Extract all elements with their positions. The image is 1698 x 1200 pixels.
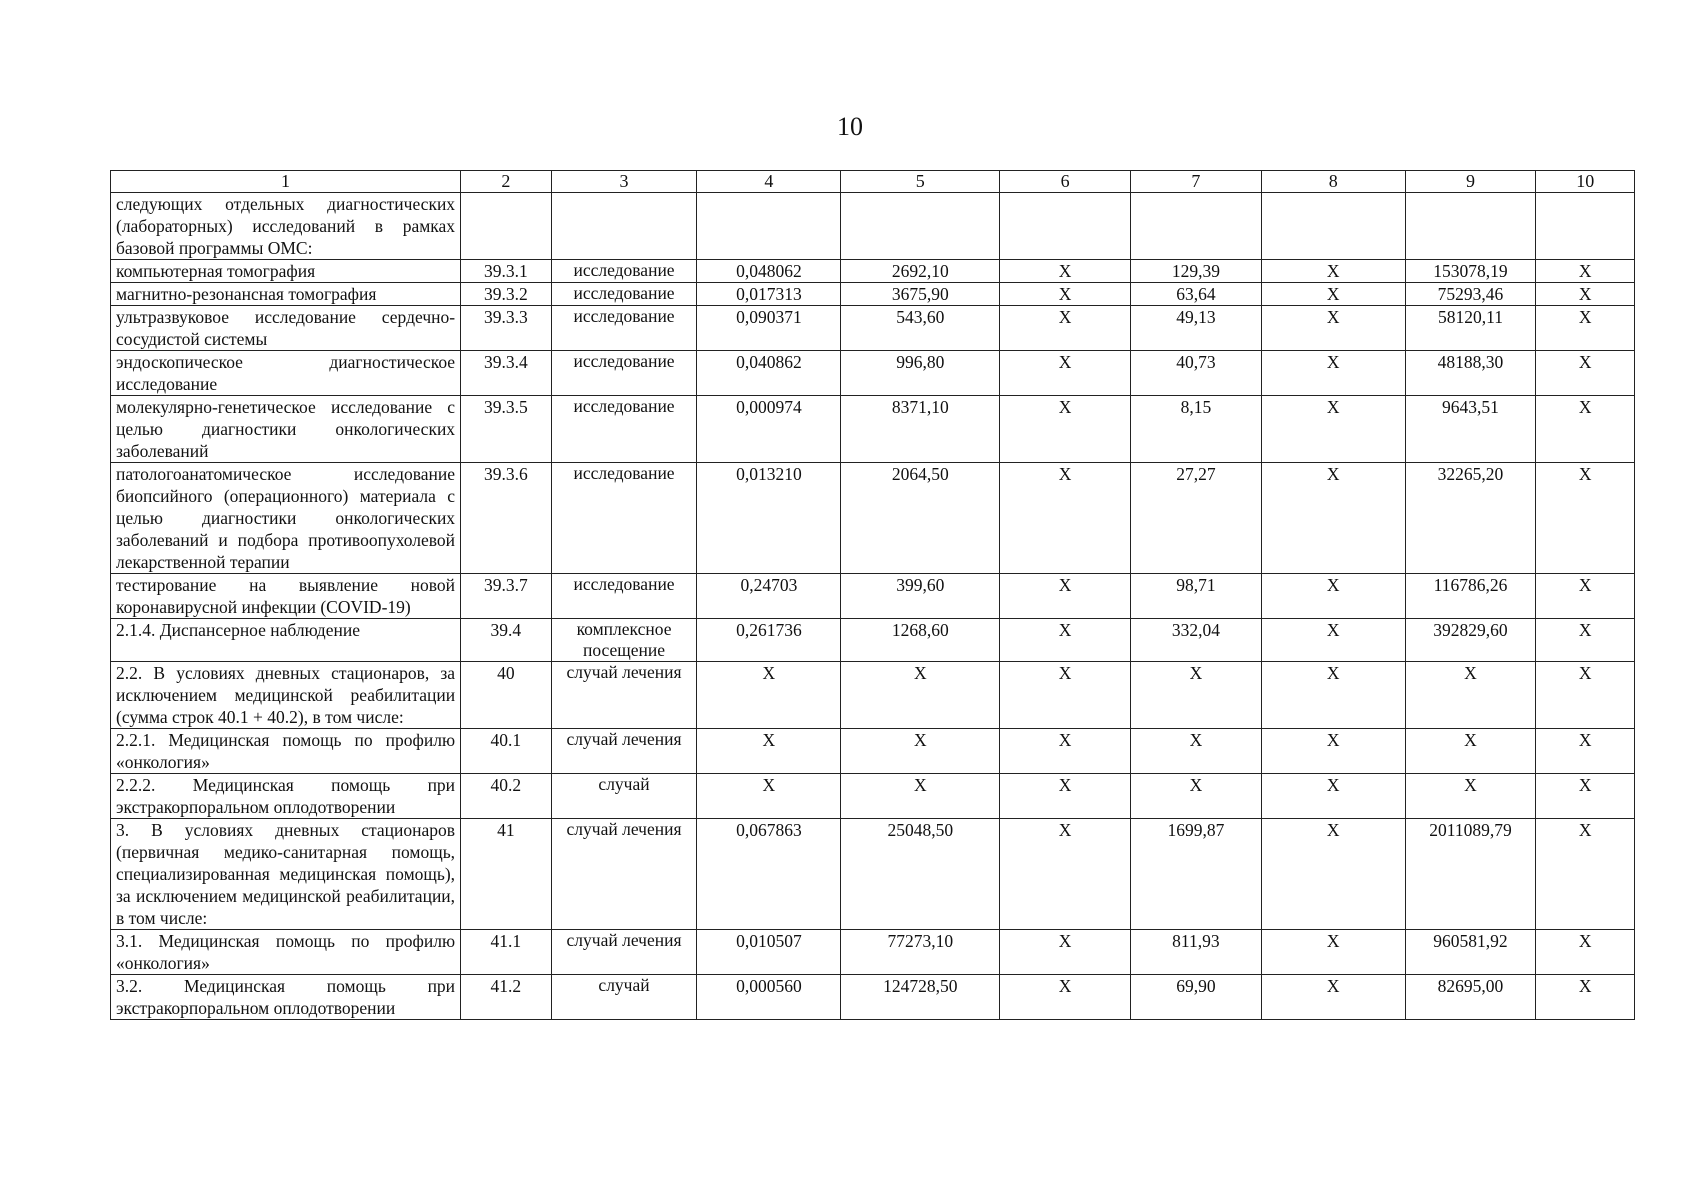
col-8-value: X — [1261, 619, 1405, 662]
table-row — [111, 260, 1635, 283]
col-7-value — [1131, 193, 1262, 260]
col-9-value: 82695,00 — [1405, 975, 1536, 1020]
col-6-value: X — [1000, 975, 1131, 1020]
table-row — [111, 283, 1635, 306]
col-5-value: 124728,50 — [841, 975, 1000, 1020]
col-4-value: 0,090371 — [697, 306, 841, 351]
row-label: ультразвуковое исследование сердечно-сосудистой системы — [111, 306, 461, 351]
table-row — [111, 574, 1635, 619]
unit — [551, 193, 697, 260]
row-label: эндоскопическое диагностическое исследование — [111, 351, 461, 396]
col-4-value: 0,067863 — [697, 819, 841, 930]
table-row — [111, 662, 1635, 729]
col-6-value: X — [1000, 351, 1131, 396]
col-9-value — [1405, 193, 1536, 260]
col-5-value: 1268,60 — [841, 619, 1000, 662]
col-5-value: 399,60 — [841, 574, 1000, 619]
col-4-value — [697, 193, 841, 260]
table-row — [111, 396, 1635, 463]
header-row — [111, 171, 1635, 193]
table-row — [111, 819, 1635, 930]
col-7-value: 63,64 — [1131, 283, 1262, 306]
row-code: 39.3.5 — [461, 396, 552, 463]
col-8-value — [1261, 193, 1405, 260]
col-4-value: 0,017313 — [697, 283, 841, 306]
col-5-value: 77273,10 — [841, 930, 1000, 975]
column-header: 9 — [1405, 171, 1536, 193]
row-code: 39.4 — [461, 619, 552, 662]
col-6-value: X — [1000, 463, 1131, 574]
col-10-value: X — [1536, 283, 1635, 306]
column-header: 5 — [841, 171, 1000, 193]
column-header: 6 — [1000, 171, 1131, 193]
row-label: тестирование на выявление новой коронавирусной инфекции (COVID-19) — [111, 574, 461, 619]
col-9-value: X — [1405, 662, 1536, 729]
row-code — [461, 193, 552, 260]
col-7-value: X — [1131, 774, 1262, 819]
row-code: 40.1 — [461, 729, 552, 774]
col-7-value: X — [1131, 729, 1262, 774]
col-7-value: 40,73 — [1131, 351, 1262, 396]
column-header: 2 — [461, 171, 552, 193]
col-6-value: X — [1000, 662, 1131, 729]
col-5-value — [841, 193, 1000, 260]
row-code: 41.1 — [461, 930, 552, 975]
col-9-value: 48188,30 — [1405, 351, 1536, 396]
col-5-value: 2064,50 — [841, 463, 1000, 574]
col-9-value: 75293,46 — [1405, 283, 1536, 306]
column-header: 7 — [1131, 171, 1262, 193]
table-row — [111, 193, 1635, 260]
col-10-value: X — [1536, 574, 1635, 619]
col-6-value: X — [1000, 774, 1131, 819]
row-label: 2.2. В условиях дневных стационаров, за исключением медицинской реабилитации (сумма строк 40.1 + 40.2), в том числе: — [111, 662, 461, 729]
col-8-value: X — [1261, 662, 1405, 729]
col-8-value: X — [1261, 774, 1405, 819]
col-5-value: X — [841, 662, 1000, 729]
row-code: 40.2 — [461, 774, 552, 819]
col-5-value: 8371,10 — [841, 396, 1000, 463]
col-6-value: X — [1000, 930, 1131, 975]
unit: исследование — [551, 396, 697, 463]
col-9-value: 960581,92 — [1405, 930, 1536, 975]
table-row — [111, 619, 1635, 662]
col-10-value: X — [1536, 662, 1635, 729]
row-code: 39.3.4 — [461, 351, 552, 396]
col-6-value: X — [1000, 819, 1131, 930]
col-4-value: X — [697, 662, 841, 729]
row-label: 2.2.2. Медицинская помощь при экстракорпоральном оплодотворении — [111, 774, 461, 819]
row-label: патологоанатомическое исследование биопсийного (операционного) материала с целью диагностики онкологических заболеваний и подбора противоопухолевой лекарственной терапии — [111, 463, 461, 574]
col-7-value: 49,13 — [1131, 306, 1262, 351]
row-label: молекулярно-генетическое исследование с целью диагностики онкологических заболеваний — [111, 396, 461, 463]
col-9-value: 32265,20 — [1405, 463, 1536, 574]
col-7-value: 129,39 — [1131, 260, 1262, 283]
column-header: 10 — [1536, 171, 1635, 193]
row-code: 39.3.1 — [461, 260, 552, 283]
col-4-value: 0,261736 — [697, 619, 841, 662]
page-number: 10 — [837, 112, 863, 141]
unit: случай лечения — [551, 930, 697, 975]
table-row — [111, 930, 1635, 975]
row-label: следующих отдельных диагностических (лабораторных) исследований в рамках базовой программы ОМС: — [111, 193, 461, 260]
col-6-value: X — [1000, 306, 1131, 351]
col-7-value: X — [1131, 662, 1262, 729]
table-row — [111, 774, 1635, 819]
col-8-value: X — [1261, 729, 1405, 774]
col-4-value: 0,010507 — [697, 930, 841, 975]
table-body — [111, 193, 1635, 1020]
unit: исследование — [551, 463, 697, 574]
col-5-value: 25048,50 — [841, 819, 1000, 930]
col-5-value: 2692,10 — [841, 260, 1000, 283]
col-9-value: 9643,51 — [1405, 396, 1536, 463]
column-header: 3 — [551, 171, 697, 193]
unit: исследование — [551, 260, 697, 283]
row-code: 39.3.7 — [461, 574, 552, 619]
col-10-value: X — [1536, 975, 1635, 1020]
col-8-value: X — [1261, 975, 1405, 1020]
col-8-value: X — [1261, 463, 1405, 574]
col-8-value: X — [1261, 930, 1405, 975]
row-label: магнитно-резонансная томография — [111, 283, 461, 306]
col-9-value: 58120,11 — [1405, 306, 1536, 351]
col-4-value: 0,24703 — [697, 574, 841, 619]
col-4-value: 0,000560 — [697, 975, 841, 1020]
col-4-value: 0,040862 — [697, 351, 841, 396]
col-9-value: 2011089,79 — [1405, 819, 1536, 930]
col-8-value: X — [1261, 574, 1405, 619]
row-label: 2.1.4. Диспансерное наблюдение — [111, 619, 461, 662]
column-header: 8 — [1261, 171, 1405, 193]
col-10-value: X — [1536, 306, 1635, 351]
col-8-value: X — [1261, 819, 1405, 930]
col-10-value: X — [1536, 351, 1635, 396]
row-code: 41 — [461, 819, 552, 930]
col-7-value: 1699,87 — [1131, 819, 1262, 930]
column-header: 1 — [111, 171, 461, 193]
col-4-value: 0,048062 — [697, 260, 841, 283]
col-5-value: X — [841, 729, 1000, 774]
data-table — [110, 170, 1635, 1020]
col-9-value: 153078,19 — [1405, 260, 1536, 283]
col-5-value: 996,80 — [841, 351, 1000, 396]
col-8-value: X — [1261, 283, 1405, 306]
row-label: 3.1. Медицинская помощь по профилю «онкология» — [111, 930, 461, 975]
unit: случай — [551, 975, 697, 1020]
col-6-value: X — [1000, 729, 1131, 774]
unit: исследование — [551, 351, 697, 396]
col-8-value: X — [1261, 351, 1405, 396]
row-code: 39.3.2 — [461, 283, 552, 306]
col-6-value: X — [1000, 619, 1131, 662]
col-5-value: 543,60 — [841, 306, 1000, 351]
col-10-value: X — [1536, 930, 1635, 975]
col-10-value: X — [1536, 729, 1635, 774]
row-code: 40 — [461, 662, 552, 729]
unit: случай лечения — [551, 662, 697, 729]
col-9-value: 392829,60 — [1405, 619, 1536, 662]
col-4-value: 0,000974 — [697, 396, 841, 463]
col-7-value: 98,71 — [1131, 574, 1262, 619]
col-6-value — [1000, 193, 1131, 260]
table-row — [111, 351, 1635, 396]
col-8-value: X — [1261, 396, 1405, 463]
col-7-value: 27,27 — [1131, 463, 1262, 574]
col-5-value: 3675,90 — [841, 283, 1000, 306]
col-10-value: X — [1536, 396, 1635, 463]
col-4-value: X — [697, 774, 841, 819]
row-label: компьютерная томография — [111, 260, 461, 283]
row-label: 3. В условиях дневных стационаров (первичная медико-санитарная помощь, специализированная медицинская помощь), за исключением медицинской реабилитации, в том числе: — [111, 819, 461, 930]
table-row — [111, 729, 1635, 774]
col-10-value: X — [1536, 463, 1635, 574]
unit: комплексное посещение — [551, 619, 697, 662]
unit: исследование — [551, 574, 697, 619]
unit: случай — [551, 774, 697, 819]
col-7-value: 811,93 — [1131, 930, 1262, 975]
col-7-value: 69,90 — [1131, 975, 1262, 1020]
col-7-value: 332,04 — [1131, 619, 1262, 662]
col-6-value: X — [1000, 396, 1131, 463]
col-10-value: X — [1536, 619, 1635, 662]
col-10-value: X — [1536, 260, 1635, 283]
col-5-value: X — [841, 774, 1000, 819]
col-8-value: X — [1261, 306, 1405, 351]
table-row — [111, 975, 1635, 1020]
col-6-value: X — [1000, 283, 1131, 306]
col-4-value: X — [697, 729, 841, 774]
col-10-value: X — [1536, 819, 1635, 930]
col-4-value: 0,013210 — [697, 463, 841, 574]
row-label: 2.2.1. Медицинская помощь по профилю «онкология» — [111, 729, 461, 774]
col-9-value: X — [1405, 729, 1536, 774]
row-label: 3.2. Медицинская помощь при экстракорпоральном оплодотворении — [111, 975, 461, 1020]
row-code: 41.2 — [461, 975, 552, 1020]
table-row — [111, 463, 1635, 574]
col-10-value — [1536, 193, 1635, 260]
row-code: 39.3.6 — [461, 463, 552, 574]
table-row — [111, 306, 1635, 351]
col-8-value: X — [1261, 260, 1405, 283]
col-10-value: X — [1536, 774, 1635, 819]
unit: случай лечения — [551, 819, 697, 930]
unit: случай лечения — [551, 729, 697, 774]
col-7-value: 8,15 — [1131, 396, 1262, 463]
col-9-value: X — [1405, 774, 1536, 819]
col-6-value: X — [1000, 574, 1131, 619]
unit: исследование — [551, 283, 697, 306]
col-9-value: 116786,26 — [1405, 574, 1536, 619]
row-code: 39.3.3 — [461, 306, 552, 351]
col-6-value: X — [1000, 260, 1131, 283]
column-header: 4 — [697, 171, 841, 193]
unit: исследование — [551, 306, 697, 351]
